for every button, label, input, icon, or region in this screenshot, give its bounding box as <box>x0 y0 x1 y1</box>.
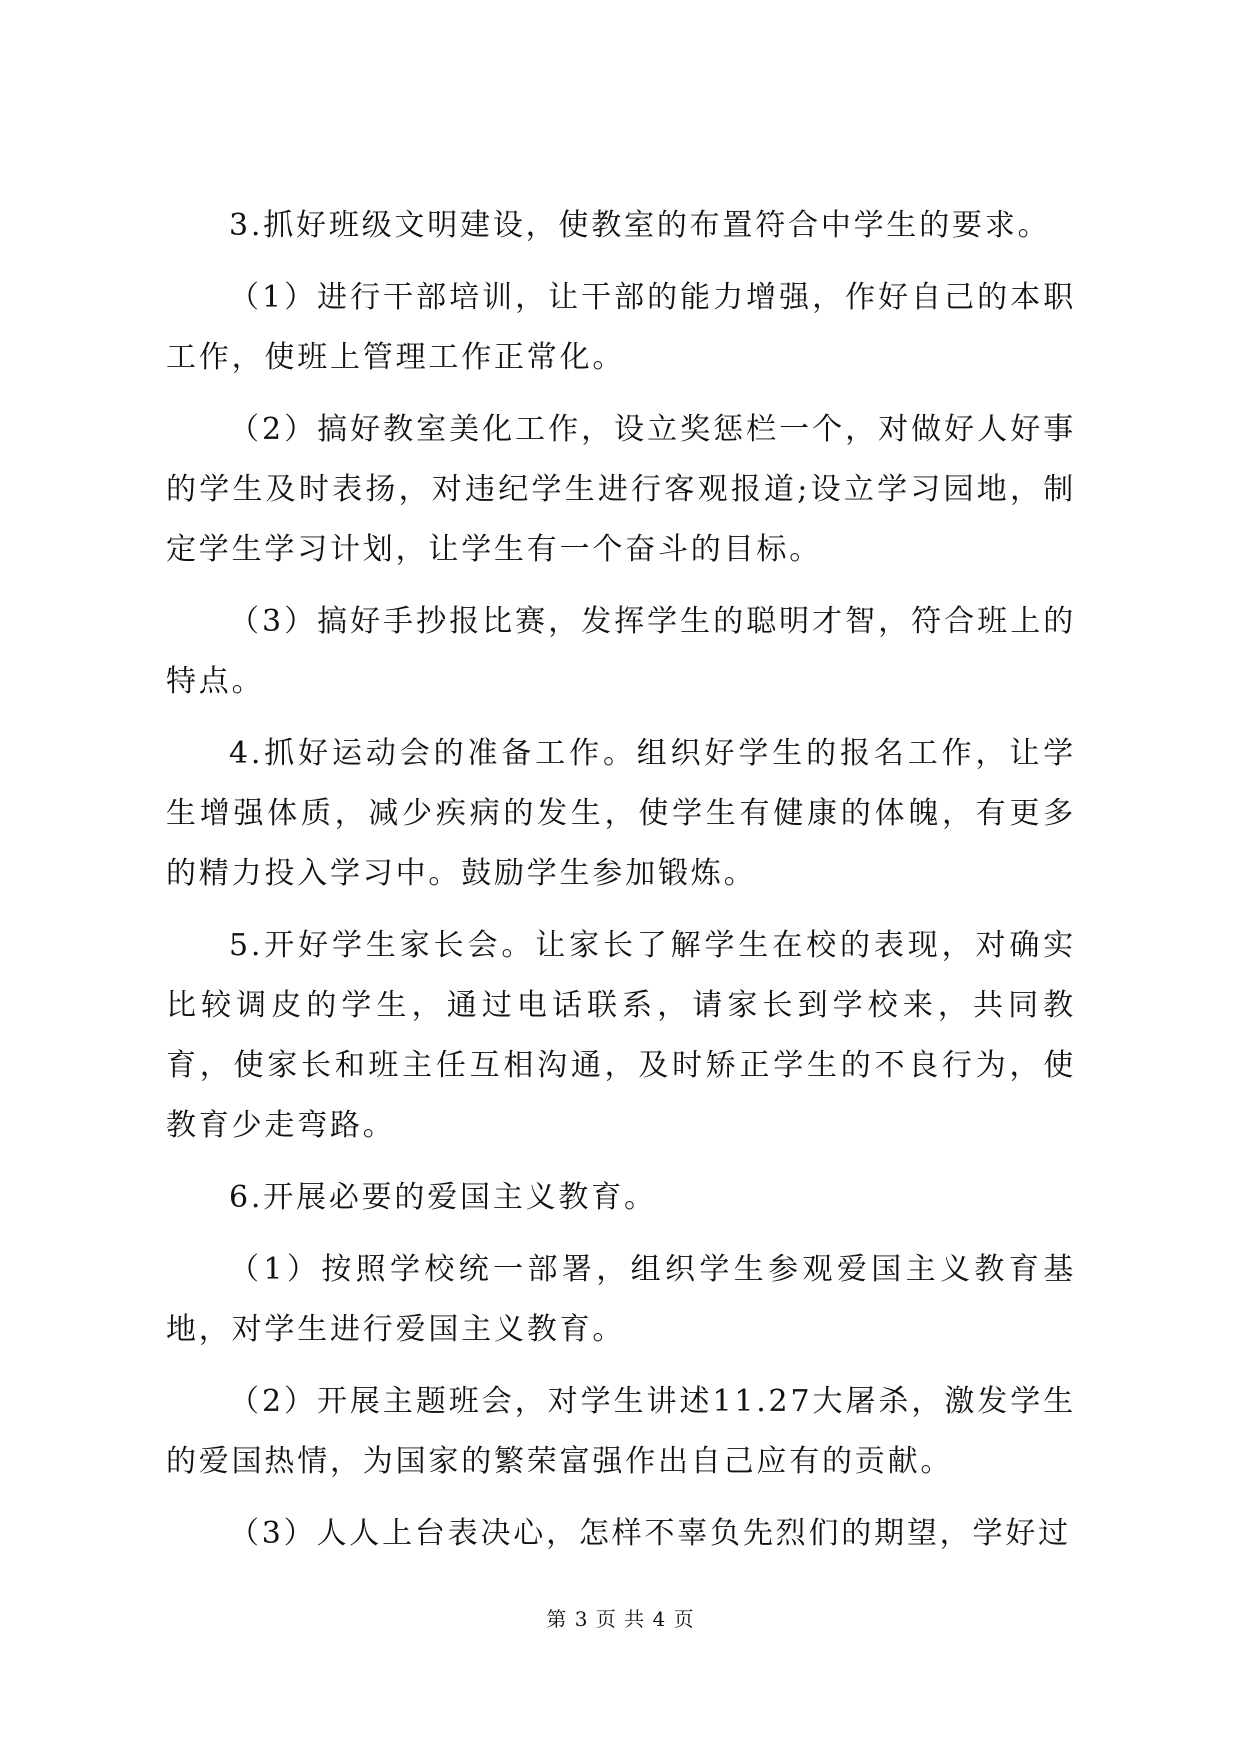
page-number-footer: 第 3 页 共 4 页 <box>546 1607 695 1631</box>
paragraph-subitem-6-3: （3）人人上台表决心，怎样不辜负先烈们的期望，学好过 <box>229 1516 1071 1551</box>
paragraph-item-4: 4.抓好运动会的准备工作。组织好学生的报名工作，让学生增强体质，减少疾病的发生，使学生有健康的体魄，有更多的精力投入学习中。鼓励学生参加锻炼。 <box>166 736 1076 891</box>
paragraph-subitem-6-2: （2）开展主题班会，对学生讲述11.27大屠杀，激发学生的爱国热情，为国家的繁荣富强作出自己应有的贡献。 <box>166 1384 1076 1479</box>
paragraph-subitem-6-1: （1）按照学校统一部署，组织学生参观爱国主义教育基地，对学生进行爱国主义教育。 <box>166 1252 1076 1347</box>
paragraph-subitem-3-1: （1）进行干部培训，让干部的能力增强，作好自己的本职工作，使班上管理工作正常化。 <box>166 280 1076 375</box>
paragraph-item-3: 3.抓好班级文明建设，使教室的布置符合中学生的要求。 <box>229 208 1051 243</box>
paragraph-item-6: 6.开展必要的爱国主义教育。 <box>229 1180 657 1215</box>
paragraph-subitem-3-2: （2）搞好教室美化工作，设立奖惩栏一个，对做好人好事的学生及时表扬，对违纪学生进行客观报道;设立学习园地，制定学生学习计划，让学生有一个奋斗的目标。 <box>166 412 1076 567</box>
document-body <box>166 196 1076 1576</box>
paragraph-subitem-3-3: （3）搞好手抄报比赛，发挥学生的聪明才智，符合班上的特点。 <box>166 604 1076 699</box>
paragraph-item-5: 5.开好学生家长会。让家长了解学生在校的表现，对确实比较调皮的学生，通过电话联系，请家长到学校来，共同教育，使家长和班主任互相沟通，及时矫正学生的不良行为，使教育少走弯路。 <box>166 928 1076 1143</box>
